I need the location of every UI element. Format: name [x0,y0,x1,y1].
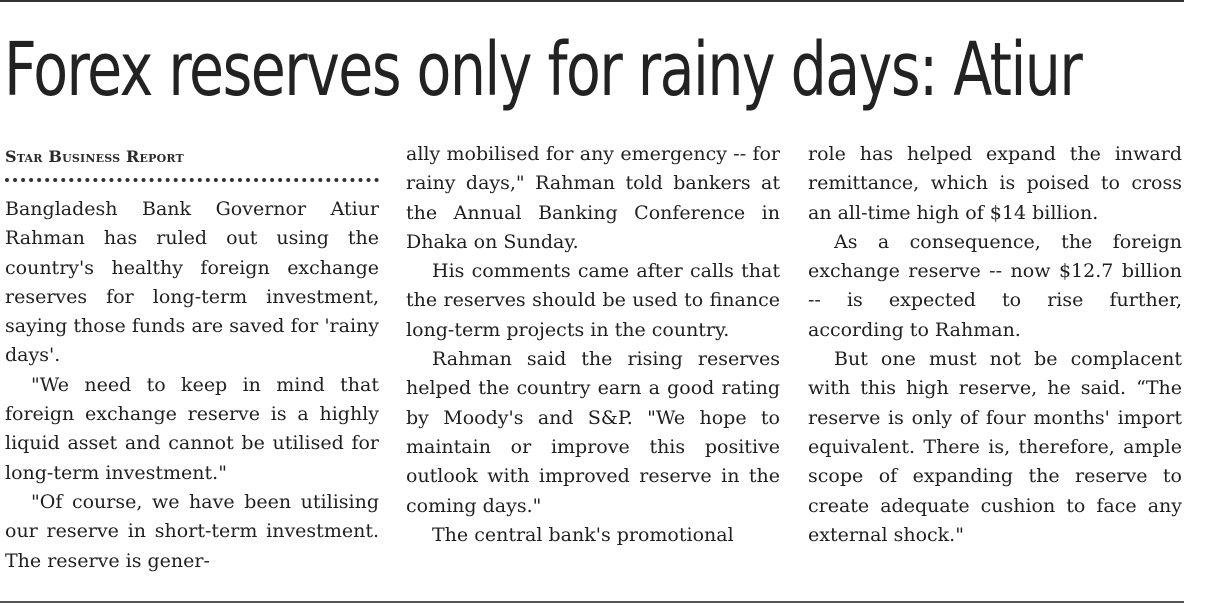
byline: Star Business Report [5,147,184,166]
paragraph: As a consequence, the foreign exchange reserve -- now $12.7 billion -- is expected to rise further, according to Rahman. [808,230,1182,341]
article-column-1 [5,140,379,576]
paragraph-continued: role has helped expand the inward remittance, which is poised to cross an all-time high of $14 billion. [808,143,1182,224]
paragraph: "We need to keep in mind that foreign exchange reserve is a highly liquid asset and cannot be utilised for long-term investment." [5,373,379,484]
paragraph: Rahman said the rising reserves helped the country earn a good rating by Moody's and S&P. "We hope to maintain or improve this positive outlook with improved reserve in the coming days." [406,348,780,517]
paragraph: But one must not be complacent with this high reserve, he said. “The reserve is only of four months' import equivalent. There is, therefore, ample scope of expanding the reserve to create adequate cushion to face any external shock." [808,348,1182,546]
dotted-divider [5,178,379,188]
paragraph: "Of course, we have been utilising our reserve in short-term investment. The reserve is gener- [5,490,379,572]
article-column-2 [406,140,780,550]
paragraph: His comments came after calls that the reserves should be used to finance long-term projects in the country. [406,260,780,341]
article-column-3 [808,140,1182,550]
paragraph-continued: ally mobilised for any emergency -- for rainy days," Rahman told bankers at the Annual Banking Conference in Dhaka on Sunday. [406,143,780,253]
paragraph: The central bank's promotional [432,523,734,546]
paragraph: Bangladesh Bank Governor Atiur Rahman has ruled out using the country's healthy foreign exchange reserves for long-term investment, saying those funds are saved for 'rainy days'. [5,198,379,367]
headline: Forex reserves only for rainy days: Atiur [4,27,1082,113]
bottom-rule [0,601,1184,603]
top-rule [0,0,1184,2]
